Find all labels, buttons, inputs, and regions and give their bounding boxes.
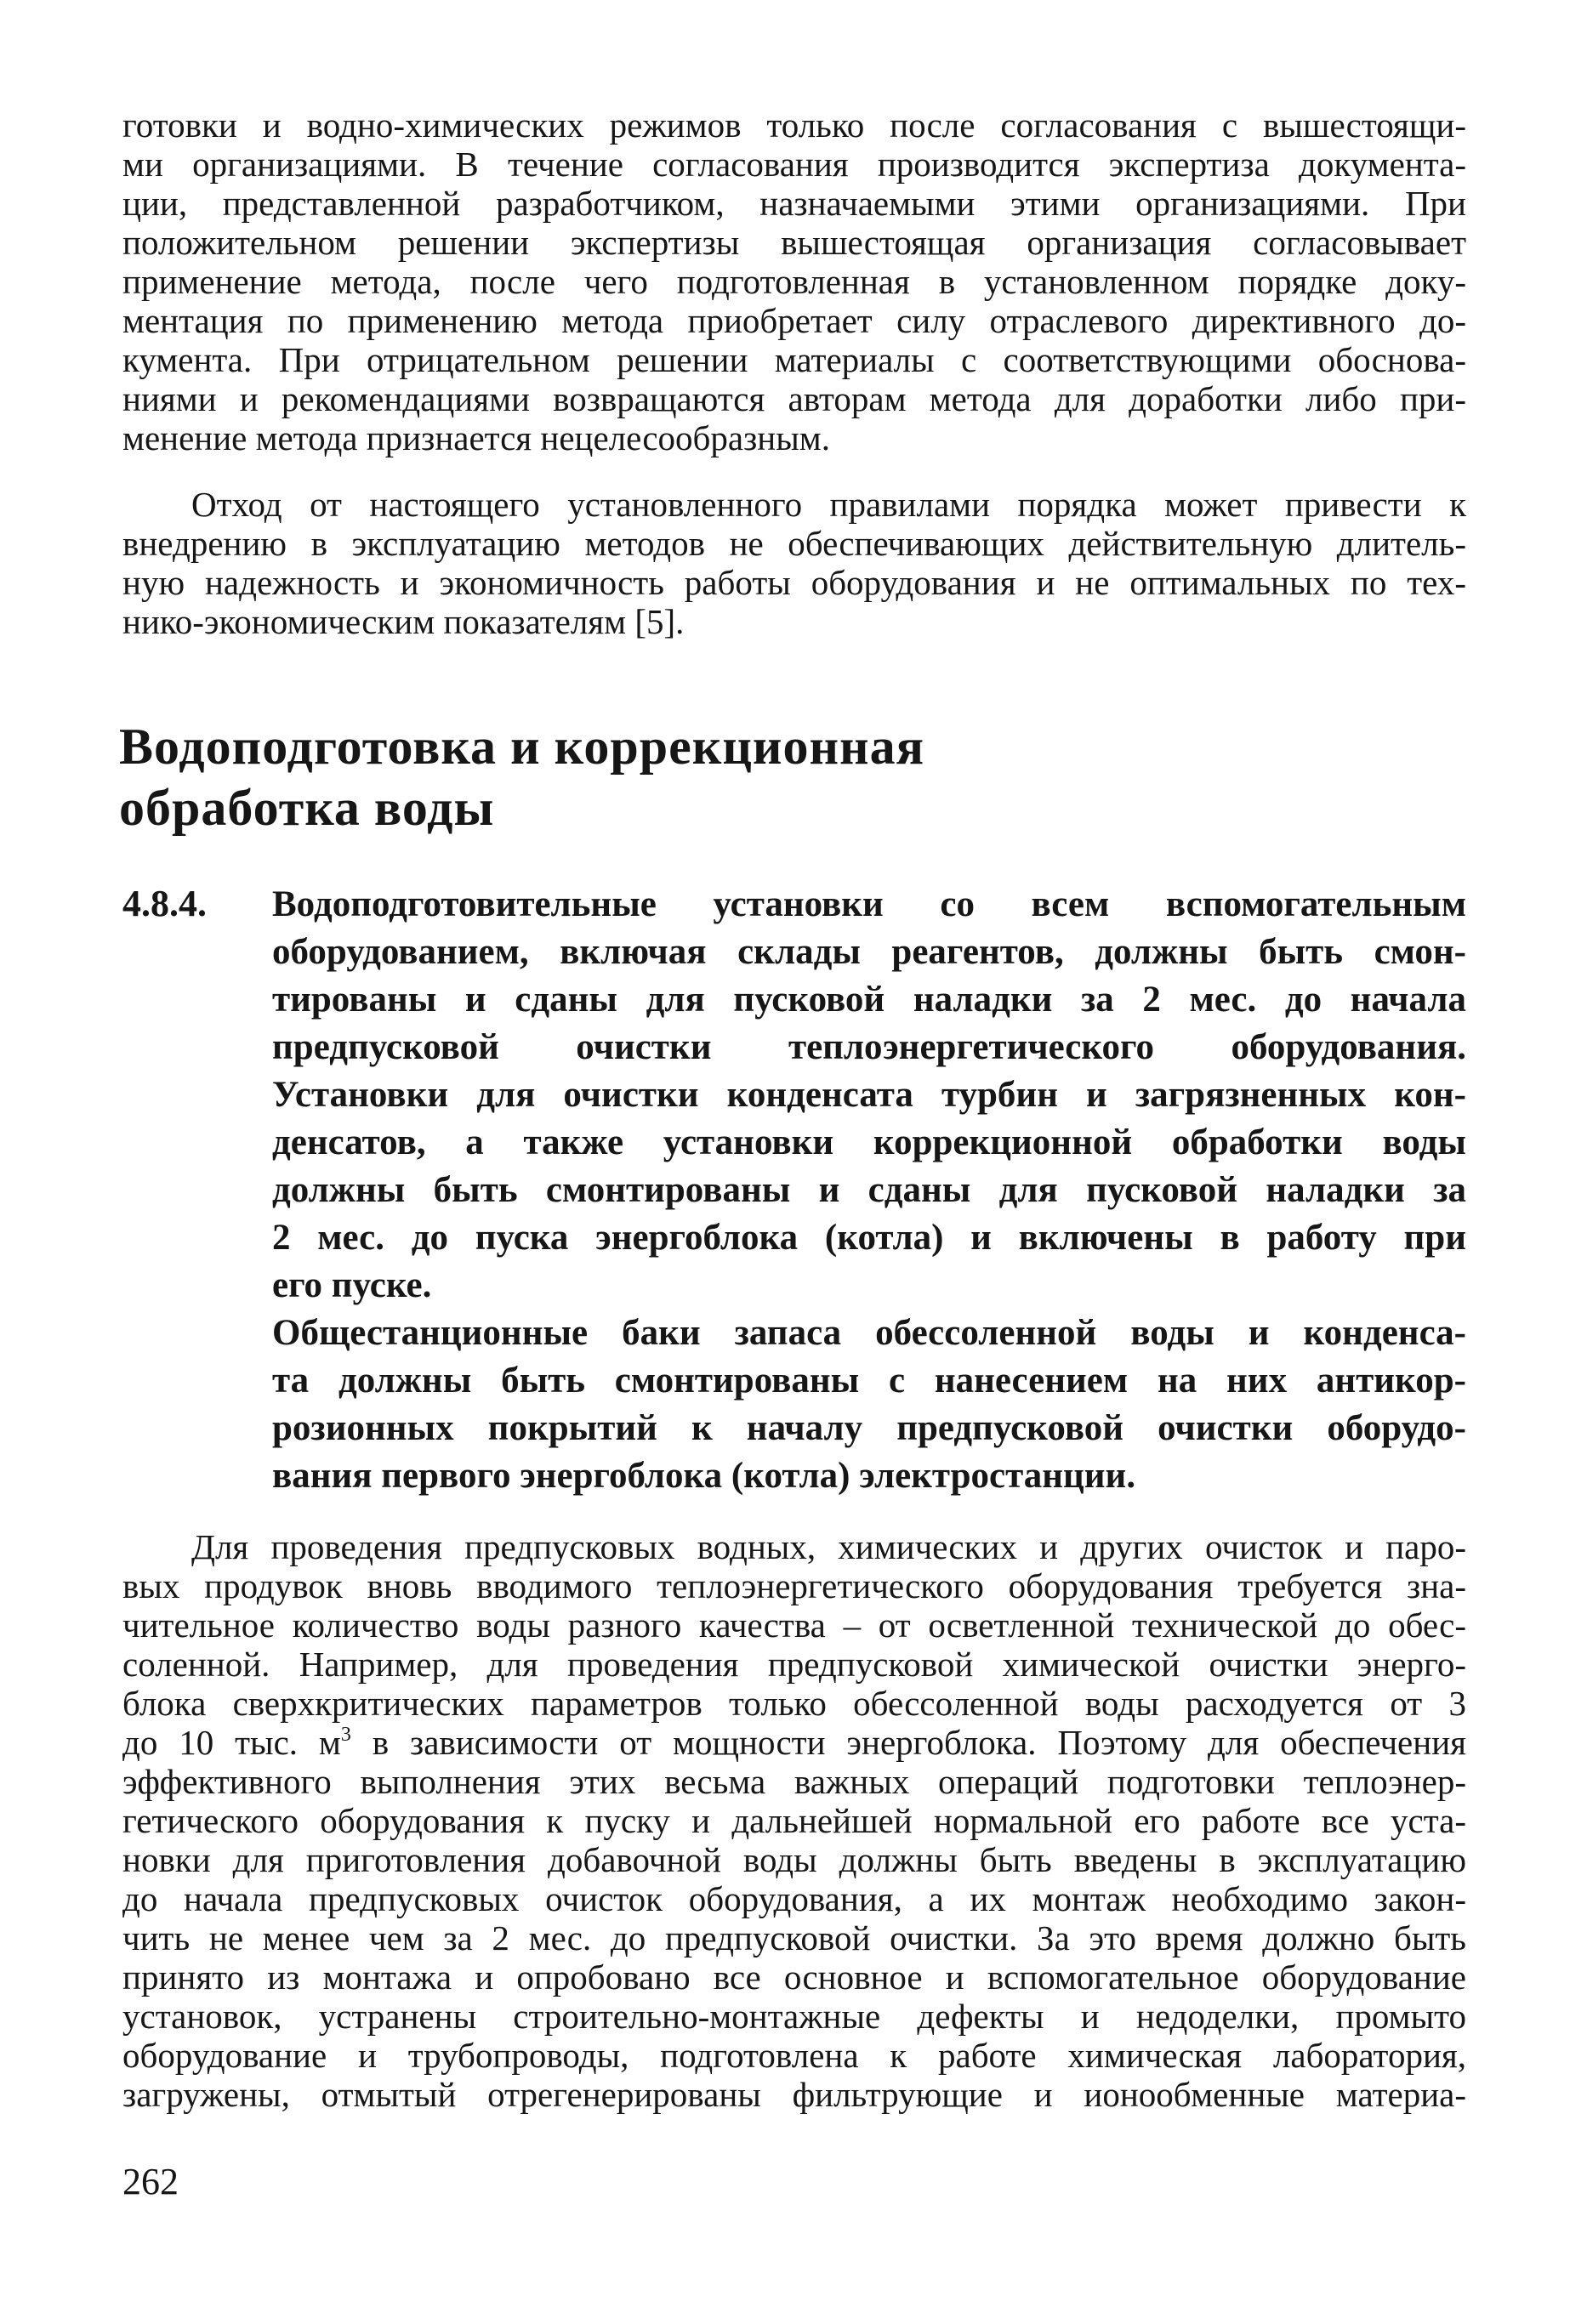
text-line: применение метода, после чего подготовленная в установленном порядке доку- (122, 262, 1466, 301)
unit-line-start: до 10 тыс. м (122, 1723, 341, 1762)
text-line: Отход от настоящего установленного правилами порядка может привести к (191, 485, 1466, 524)
text-line: внедрению в эксплуатацию методов не обеспечивающих действительную длитель- (122, 524, 1466, 563)
text-line: блока сверхкритических параметров только обессоленной воды расходуется от 3 (122, 1684, 1466, 1723)
text-line: нико-экономическим показателям [5]. (122, 602, 685, 641)
text-line: загружены, отмытый отрегенерированы фильтрующие и ионообменные материа- (122, 2075, 1466, 2114)
text-line: эффективного выполнения этих весьма важных операций подготовки теплоэнер- (122, 1762, 1466, 1801)
text-line: кумента. При отрицательном решении материалы с соответствующими обоснова- (122, 340, 1466, 379)
rule-line: денсатов, а также установки коррекционной обработки воды (272, 1122, 1466, 1162)
rule-line: та должны быть смонтированы с нанесением на них антикор- (272, 1361, 1466, 1401)
rule-line: должны быть смонтированы и сданы для пусковой наладки за (272, 1170, 1466, 1210)
text-line: готовки и водно-химических режимов только после согласования с вышестоящи- (122, 105, 1466, 145)
text-line-with-unit (122, 1721, 1466, 1764)
rule-line: оборудованием, включая склады реагентов, должны быть смон- (272, 932, 1466, 972)
text-line: установок, устранены строительно-монтажные дефекты и недоделки, промыто (122, 1997, 1466, 2036)
text-line: Для проведения предпусковых водных, химических и других очисток и паро- (191, 1527, 1466, 1566)
rule-number: 4.8.4. (122, 883, 207, 924)
text-line: соленной. Например, для проведения предпусковой химической очистки энерго- (122, 1645, 1466, 1684)
text-line: менение метода признается нецелесообразным. (122, 418, 830, 457)
rule-line: 2 мес. до пуска энергоблока (котла) и включены в работу при (272, 1218, 1466, 1258)
text-line: положительном решении экспертизы вышестоящая организация согласовывает (122, 223, 1466, 262)
page-number: 262 (122, 2161, 179, 2202)
text-line: новки для приготовления добавочной воды должны быть введены в эксплуатацию (122, 1840, 1466, 1879)
rule-line: розионных покрытий к началу предпусковой очистки оборудо- (272, 1408, 1466, 1448)
rule-line: Установки для очистки конденсата турбин и загрязненных кон- (272, 1075, 1466, 1115)
rule-line: Водоподготовительные установки со всем вспомогательным (272, 884, 1466, 924)
text-line: гетического оборудования к пуску и дальнейшей нормальной его работе все уста- (122, 1801, 1466, 1840)
rule-line: тированы и сданы для пусковой наладки за 2 мес. до начала (272, 980, 1466, 1020)
section-heading-line: Водоподготовка и коррекционная (119, 719, 925, 775)
text-line: ную надежность и экономичность работы оборудования и не оптимальных по тех- (122, 563, 1466, 602)
rule-line: предпусковой очистки теплоэнергетического оборудования. (272, 1027, 1466, 1067)
text-line: ции, представленной разработчиком, назначаемыми этими организациями. При (122, 184, 1466, 223)
text-line: принято из монтажа и опробовано все основное и вспомогательное оборудование (122, 1958, 1466, 1997)
text-line: ниями и рекомендациями возвращаются авторам метода для доработки либо при- (122, 379, 1466, 418)
unit-line-end: в зависимости от мощности энергоблока. Поэтому для обеспечения (350, 1723, 1466, 1762)
unit-superscript: 3 (340, 1724, 351, 1746)
text-line: оборудование и трубопроводы, подготовлена к работе химическая лаборатория, (122, 2036, 1466, 2075)
rule-line: Общестанционные баки запаса обессоленной воды и конденса- (272, 1313, 1466, 1353)
text-line: чительное количество воды разного качества – от осветленной технической до обес- (122, 1605, 1466, 1645)
text-line: вых продувок вновь вводимого теплоэнергетического оборудования требуется зна- (122, 1566, 1466, 1605)
text-line: чить не менее чем за 2 мес. до предпусковой очистки. За это время должно быть (122, 1918, 1466, 1958)
rule-line: его пуске. (272, 1265, 432, 1305)
text-line: ментация по применению метода приобретает силу отраслевого директивного до- (122, 301, 1466, 340)
rule-line: вания первого энергоблока (котла) электростанции. (272, 1456, 1136, 1496)
text-line: ми организациями. В течение согласования производится экспертиза документа- (122, 145, 1466, 184)
text-line: до начала предпусковых очисток оборудования, а их монтаж необходимо закон- (122, 1879, 1466, 1918)
section-heading-line: обработка воды (119, 780, 495, 836)
